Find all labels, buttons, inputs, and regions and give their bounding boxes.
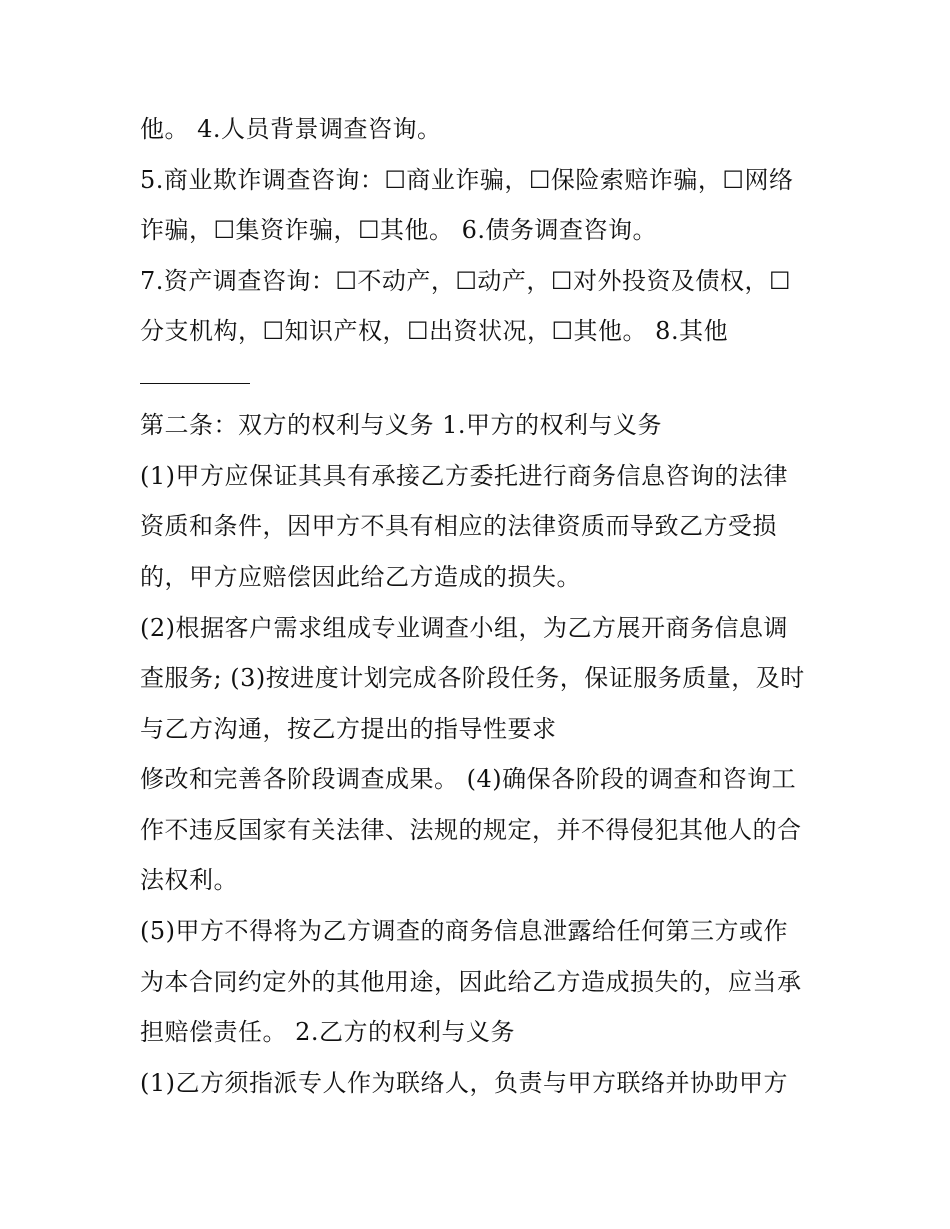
text-line: 资质和条件，因甲方不具有相应的法律资质而导致乙方受损 [140, 512, 777, 540]
blank-underline [140, 383, 250, 384]
text-line: 作不违反国家有关法律、法规的规定，并不得侵犯其他人的合 [140, 816, 802, 844]
text-line: 分支机构，☐知识产权，☐出资状况，☐其他。 8.其他 [140, 317, 729, 345]
text-line: 诈骗，☐集资诈骗，☐其他。 6.债务调查咨询。 [140, 216, 658, 244]
text-line: 法权利。 [140, 866, 238, 894]
text-line: (2)根据客户需求组成专业调查小组，为乙方展开商务信息调 [140, 614, 788, 642]
text-line: (1)乙方须指派专人作为联络人，负责与甲方联络并协助甲方 [140, 1069, 788, 1097]
text-line: 担赔偿责任。 2.乙方的权利与义务 [140, 1018, 516, 1046]
text-line: 查服务; (3)按进度计划完成各阶段任务，保证服务质量，及时 [140, 664, 805, 692]
text-line: 的，甲方应赔偿因此给乙方造成的损失。 [140, 563, 581, 591]
text-line: 7.资产调查咨询：☐不动产，☐动产，☐对外投资及债权，☐ [140, 267, 791, 295]
text-line: (5)甲方不得将为乙方调查的商务信息泄露给任何第三方或作 [140, 917, 788, 945]
text-line: 与乙方沟通，按乙方提出的指导性要求 [140, 715, 557, 743]
text-line: 修改和完善各阶段调查成果。 (4)确保各阶段的调查和咨询工 [140, 765, 797, 793]
section-heading: 第二条：双方的权利与义务 1.甲方的权利与义务 [140, 411, 663, 439]
text-line: 5.商业欺诈调查咨询：☐商业诈骗，☐保险索赔诈骗，☐网络 [140, 166, 794, 194]
text-line: (1)甲方应保证其具有承接乙方委托进行商务信息咨询的法律 [140, 462, 788, 490]
text-line: 为本合同约定外的其他用途，因此给乙方造成损失的，应当承 [140, 968, 802, 996]
text-line: 他。 4.人员背景调查咨询。 [140, 115, 442, 143]
